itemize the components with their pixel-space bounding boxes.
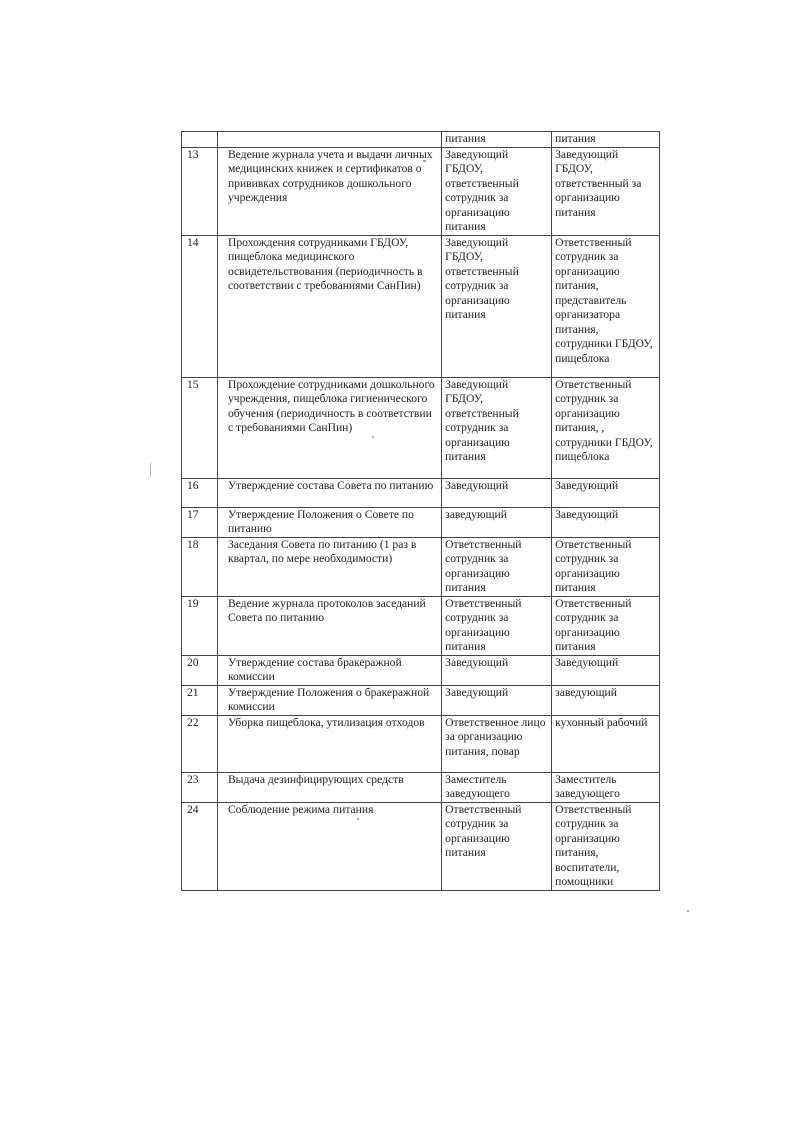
table-row [182,655,660,685]
row-number: 21 [182,685,218,715]
responsible-cell: Заместитель заведующего [552,772,660,802]
task-cell: Ведение журнала протоколов заседаний Совета по питанию [217,596,441,655]
executor-cell: Заведующий ГБДОУ, ответственный сотрудник за организацию питания [442,147,552,235]
row-number: 24 [182,802,218,890]
responsible-cell: Заведующий [552,507,660,537]
row-number: 23 [182,772,218,802]
table-row [182,596,660,655]
responsible-cell: Заведующий [552,478,660,507]
responsible-cell: Ответственный сотрудник за организацию питания, воспитатели, помощники [552,802,660,890]
table-row [182,772,660,802]
row-number: 22 [182,715,218,772]
responsible-cell: Заведующий [552,655,660,685]
row-number: 20 [182,655,218,685]
row-number: 19 [182,596,218,655]
task-cell: Утверждение состава Совета по питанию [217,478,441,507]
row-number: 18 [182,537,218,596]
task-cell [217,132,441,148]
responsible-cell: Ответственный сотрудник за организацию питания, представитель организатора питания, сотрудники ГБДОУ, пищеблока [552,235,660,377]
executor-cell: Заместитель заведующего [442,772,552,802]
responsible-cell: заведующий [552,685,660,715]
table-row [182,507,660,537]
table-row [182,132,660,148]
responsibilities-table [181,131,660,891]
task-cell: Уборка пищеблока, утилизация отходов [217,715,441,772]
executor-cell: Ответственный сотрудник за организацию питания [442,802,552,890]
row-number: 13 [182,147,218,235]
row-number: 14 [182,235,218,377]
row-number: 16 [182,478,218,507]
executor-cell: Ответственное лицо за организацию питания, повар [442,715,552,772]
task-cell: Утверждение Положения о бракеражной комиссии [217,685,441,715]
table-row [182,377,660,478]
responsible-cell: питания [552,132,660,148]
executor-cell: заведующий [442,507,552,537]
executor-cell: питания [442,132,552,148]
responsible-cell: Ответственный сотрудник за организацию питания [552,596,660,655]
task-cell: Прохождения сотрудниками ГБДОУ, пищеблока медицинского освидетельствования (периодичность в соответствии с требованиями СанПин) [217,235,441,377]
responsible-cell: Заведующий ГБДОУ, ответственный за организацию питания [552,147,660,235]
responsible-cell: Ответственный сотрудник за организацию питания, , сотрудники ГБДОУ, пищеблока [552,377,660,478]
responsible-cell: Ответственный сотрудник за организацию питания [552,537,660,596]
task-cell: Утверждение Положения о Совете по питанию [217,507,441,537]
task-cell: Выдача дезинфицирующих средств [217,772,441,802]
row-number [182,132,218,148]
task-cell: Заседания Совета по питанию (1 раз в квартал, по мере необходимости) [217,537,441,596]
table-row [182,147,660,235]
executor-cell: Заведующий ГБДОУ, ответственный сотрудник за организацию питания [442,377,552,478]
table-row [182,478,660,507]
executor-cell: Заведующий ГБДОУ, ответственный сотрудник за организацию питания [442,235,552,377]
task-cell: Утверждение состава бракеражной комиссии [217,655,441,685]
executor-cell: Заведующий [442,655,552,685]
table-row [182,537,660,596]
table-row [182,802,660,890]
task-cell: Прохождение сотрудниками дошкольного учреждения, пищеблока гигиенического обучения (периодичность в соответствии с требованиями СанПин) [217,377,441,478]
table-row [182,685,660,715]
executor-cell: Ответственный сотрудник за организацию питания [442,596,552,655]
table-row [182,715,660,772]
executor-cell: Заведующий [442,685,552,715]
row-number: 17 [182,507,218,537]
responsible-cell: кухонный рабочий [552,715,660,772]
task-cell: Соблюдение режима питания [217,802,441,890]
executor-cell: Ответственный сотрудник за организацию питания [442,537,552,596]
table-row [182,235,660,377]
row-number: 15 [182,377,218,478]
executor-cell: Заведующий [442,478,552,507]
task-cell: Ведение журнала учета и выдачи личных медицинских книжек и сертификатов о прививках сотрудников дошкольного учреждения [217,147,441,235]
